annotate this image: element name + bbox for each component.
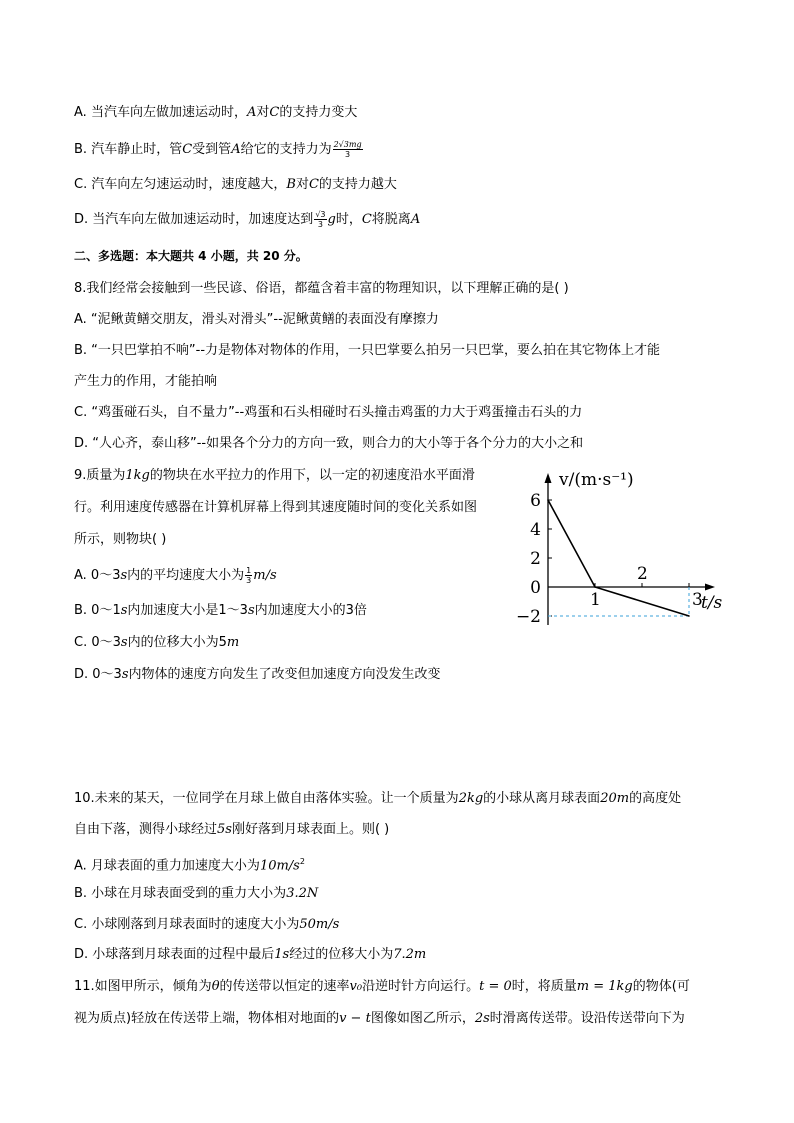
x-tick-label: 1	[590, 590, 601, 610]
q7-option-c: C. 汽车向左匀速运动时，速度越大，B对C的支持力越大	[74, 177, 397, 192]
y-tick-label: 6	[530, 491, 541, 511]
y-tick-label: 2	[530, 549, 541, 569]
q9-option-c: C. 0～3s内的位移大小为5m	[74, 635, 240, 650]
y-tick-label: 0	[530, 578, 541, 598]
y-tick-label: 4	[530, 520, 541, 540]
q8-option-b-line1: B. “一只巴掌拍不响”--力是物体对物体的作用，一只巴掌要么拍另一只巴掌，要么拍在其它物体上才能	[74, 343, 661, 358]
q10-option-b: B. 小球在月球表面受到的重力大小为3.2N	[74, 886, 319, 901]
fraction: $\frac{1}{3}$	[246, 566, 252, 585]
q9-option-d: D. 0～3s内物体的速度方向发生了改变但加速度方向没发生改变	[74, 667, 441, 682]
q11-stem-line2: 视为质点)轻放在传送带上端，物体相对地面的v − t图像如图乙所示，2s时滑离传送带。设沿传送带向下为	[74, 1011, 685, 1026]
q8-option-b-line2: 产生力的作用，才能拍响	[74, 374, 218, 389]
q8-option-d: D. “人心齐，泰山移”--如果各个分力的方向一致，则合力的大小等于各个分力的大小之和	[74, 436, 584, 451]
q10-option-c: C. 小球刚落到月球表面时的速度大小为50m/s	[74, 917, 340, 932]
data-point	[547, 499, 549, 501]
data-point	[594, 586, 596, 588]
q10-stem-line1: 10.未来的某天，一位同学在月球上做自由落体实验。让一个质量为2kg的小球从离月球表面20m的高度处	[74, 791, 682, 806]
velocity-series-line	[548, 500, 689, 616]
q11-stem-line1: 11.如图甲所示，倾角为θ的传送带以恒定的速率v₀沿逆时针方向运行。t = 0时，将质量m = 1kg的物体(可	[74, 979, 690, 994]
q9-stem-line1: 9.质量为1kg的物块在水平拉力的作用下，以一定的初速度沿水平面滑	[74, 468, 475, 483]
q10-stem-line2: 自由下落，测得小球经过5s刚好落到月球表面上。则( )	[74, 822, 390, 837]
x-axis-arrow	[705, 584, 715, 591]
y-axis-label: v/(m·s⁻¹)	[559, 470, 634, 490]
fraction: $\frac{√3}{3}$	[315, 210, 326, 229]
data-point	[688, 615, 690, 617]
q7-option-b: B. 汽车静止时，管C受到管A给它的支持力为 $\frac{2√3mg}{3}$	[74, 140, 362, 159]
y-tick-label: −2	[515, 607, 541, 627]
x-axis-label: t/s	[701, 593, 723, 613]
q8-option-a: A. “泥鳅黄鳝交朋友，滑头对滑头”--泥鳅黄鳝的表面没有摩擦力	[74, 312, 439, 327]
q8-stem: 8.我们经常会接触到一些民谚、俗语，都蕴含着丰富的物理知识，以下理解正确的是( )	[74, 281, 569, 296]
section-heading: 二、多选题：本大题共 4 小题，共 20 分。	[74, 249, 308, 263]
q8-option-c: C. “鸡蛋碰石头，自不量力”--鸡蛋和石头相碰时石头撞击鸡蛋的力大于鸡蛋撞击石头的力	[74, 405, 583, 420]
q9-stem-line2: 行。利用速度传感器在计算机屏幕上得到其速度随时间的变化关系如图	[74, 500, 478, 515]
q7-option-d: D. 当汽车向左做加速运动时，加速度达到 $\frac{√3}{3}$ g时，C将脱离A	[74, 210, 421, 229]
velocity-time-chart	[515, 465, 730, 635]
q9-option-b: B. 0～1s内加速度大小是1～3s内加速度大小的3倍	[74, 603, 367, 618]
y-axis-arrow	[545, 473, 552, 483]
q9-option-a: A. 0～3s内的平均速度大小为 $\frac{1}{3}$ m/s	[74, 566, 277, 585]
q10-option-d: D. 小球落到月球表面的过程中最后1s经过的位移大小为7.2m	[74, 947, 427, 962]
x-tick-label: 3	[692, 590, 703, 610]
q9-stem-line3: 所示，则物块( )	[74, 532, 167, 547]
q7-option-a: A. 当汽车向左做加速运动时，A对C的支持力变大	[74, 105, 358, 120]
q10-option-a: A. 月球表面的重力加速度大小为$10m/s^2$	[74, 857, 305, 874]
x-tick-label: 2	[637, 564, 648, 584]
fraction: $\frac{2√3mg}{3}$	[333, 140, 362, 159]
